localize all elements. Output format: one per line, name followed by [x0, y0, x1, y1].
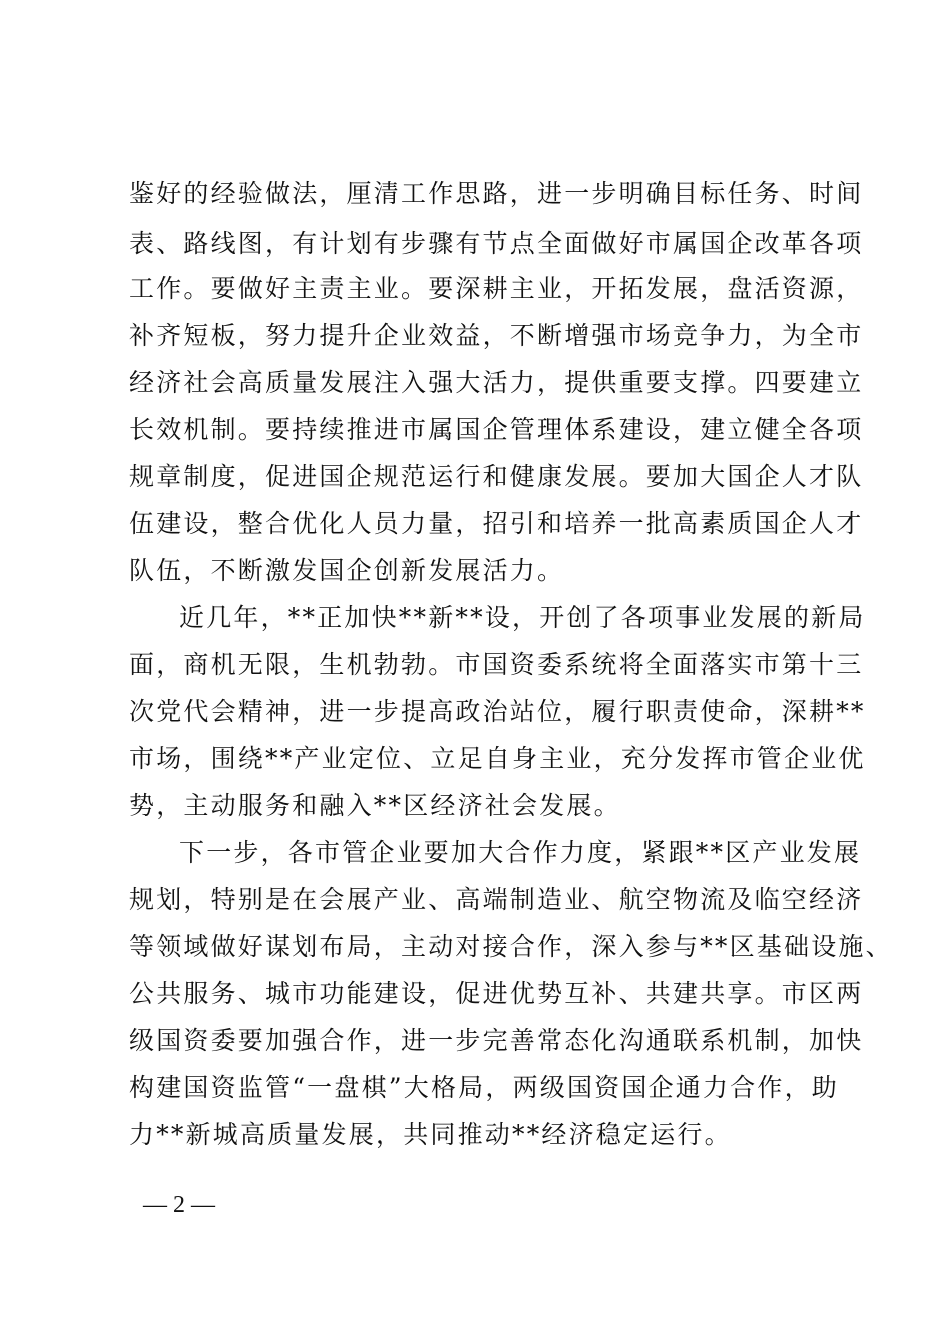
text-line: 鉴好的经验做法，厘清工作思路，进一步明确目标任务、时间 — [129, 179, 864, 208]
text-line: 公共服务、城市功能建设，促进优势互补、共建共享。市区两 — [129, 979, 864, 1008]
paragraph-start-line: 近几年，**正加快**新**设，开创了各项事业发展的新局 — [179, 603, 866, 632]
text-line: 补齐短板，努力提升企业效益，不断增强市场竞争力，为全市 — [129, 321, 864, 350]
text-line: 规章制度，促进国企规范运行和健康发展。要加大国企人才队 — [129, 462, 864, 491]
text-line: 市场，围绕**产业定位、立足自身主业，充分发挥市管企业优 — [129, 744, 866, 773]
page-number: — 2 — — [143, 1192, 215, 1218]
text-line: 表、路线图，有计划有步骤有节点全面做好市属国企改革各项 — [129, 229, 864, 258]
text-line: 面，商机无限，生机勃勃。市国资委系统将全面落实市第十三 — [129, 650, 864, 679]
text-line: 级国资委要加强合作，进一步完善常态化沟通联系机制，加快 — [129, 1026, 864, 1055]
paragraph-start-line: 下一步，各市管企业要加大合作力度，紧跟**区产业发展 — [179, 838, 862, 867]
text-line: 队伍，不断激发国企创新发展活力。 — [129, 556, 565, 585]
text-line: 力**新城高质量发展，共同推动**经济稳定运行。 — [129, 1120, 732, 1149]
text-line: 伍建设，整合优化人员力量，招引和培养一批高素质国企人才 — [129, 509, 864, 538]
text-line: 势，主动服务和融入**区经济社会发展。 — [129, 791, 621, 820]
text-line: 经济社会高质量发展注入强大活力，提供重要支撑。四要建立 — [129, 368, 864, 397]
text-line: 规划，特别是在会展产业、高端制造业、航空物流及临空经济 — [129, 885, 864, 914]
text-line: 次党代会精神，进一步提高政治站位，履行职责使命，深耕** — [129, 697, 866, 726]
text-line: 长效机制。要持续推进市属国企管理体系建设，建立健全各项 — [129, 415, 864, 444]
text-line: 工作。要做好主责主业。要深耕主业，开拓发展，盘活资源， — [129, 274, 864, 303]
text-line: 等领域做好谋划布局，主动对接合作，深入参与**区基础设施、 — [129, 932, 893, 961]
text-line: 构建国资监管“一盘棋”大格局，两级国资国企通力合作，助 — [129, 1073, 839, 1102]
